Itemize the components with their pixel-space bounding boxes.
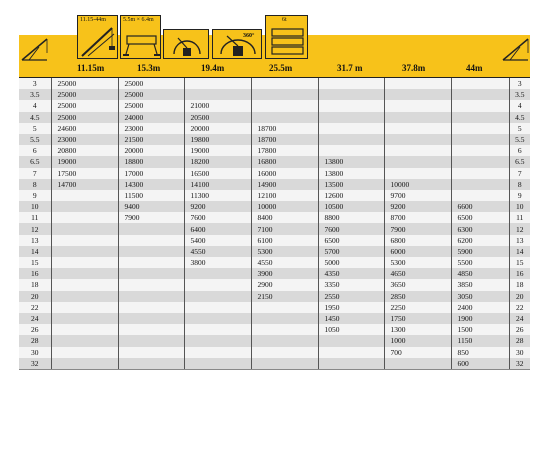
radius-cell-right: 4.5: [509, 112, 530, 123]
radius-cell-right: 26: [509, 324, 530, 335]
capacity-cell: [118, 313, 184, 324]
radius-cell-right: 8: [509, 179, 530, 190]
table-row: [19, 335, 530, 346]
table-row: [19, 279, 530, 290]
capacity-cell: [51, 257, 118, 268]
capacity-cell: 11300: [184, 190, 251, 201]
table-row: [19, 212, 530, 223]
capacity-cell: 3800: [184, 257, 251, 268]
capacity-cell: 24000: [118, 112, 184, 123]
capacity-cell: 19000: [184, 145, 251, 156]
capacity-cell: [51, 279, 118, 290]
boom-extension-icon: [77, 15, 118, 59]
capacity-cell: [251, 347, 318, 358]
table-row: [19, 302, 530, 313]
capacity-cell: [118, 302, 184, 313]
capacity-cell: 14100: [184, 179, 251, 190]
capacity-cell: 2400: [451, 302, 509, 313]
capacity-cell: [51, 302, 118, 313]
capacity-cell: 4550: [251, 257, 318, 268]
table-row: [19, 223, 530, 234]
col-44m: 44m: [466, 63, 483, 73]
capacity-cell: 25000: [51, 112, 118, 123]
slew-360-icon: [212, 29, 262, 59]
capacity-cell: [384, 156, 451, 167]
capacity-cell: 25000: [51, 100, 118, 111]
capacity-cell: 13500: [318, 179, 384, 190]
radius-cell-right: 20: [509, 291, 530, 302]
capacity-cell: [384, 100, 451, 111]
capacity-cell: 12600: [318, 190, 384, 201]
capacity-cell: 14300: [118, 179, 184, 190]
radius-cell-right: 18: [509, 279, 530, 290]
capacity-cell: [118, 235, 184, 246]
table-row: [19, 89, 530, 100]
capacity-cell: [318, 145, 384, 156]
capacity-cell: [51, 223, 118, 234]
capacity-cell: [318, 123, 384, 134]
capacity-cell: [184, 291, 251, 302]
capacity-cell: 8400: [251, 212, 318, 223]
capacity-cell: 5500: [451, 257, 509, 268]
radius-cell: 6: [19, 145, 51, 156]
radius-cell: 6.5: [19, 156, 51, 167]
radius-cell-right: 15: [509, 257, 530, 268]
table-row: [19, 134, 530, 145]
capacity-cell: 1450: [318, 313, 384, 324]
capacity-cell: [451, 145, 509, 156]
table-row: [19, 190, 530, 201]
capacity-cell: 2250: [384, 302, 451, 313]
radius-cell: 16: [19, 268, 51, 279]
capacity-cell: [384, 89, 451, 100]
table-row: [19, 145, 530, 156]
capacity-cell: 16800: [251, 156, 318, 167]
capacity-cell: 18700: [251, 134, 318, 145]
radius-cell: 9: [19, 190, 51, 201]
outrigger-caption: 5.5m × 6.4m: [123, 17, 154, 23]
capacity-cell: [451, 78, 509, 89]
table-row: [19, 313, 530, 324]
radius-cell-right: 3: [509, 78, 530, 89]
radius-cell-right: 5.5: [509, 134, 530, 145]
table-row: [19, 268, 530, 279]
capacity-cell: 5300: [251, 246, 318, 257]
capacity-cell: [251, 112, 318, 123]
capacity-cell: [451, 156, 509, 167]
table-row: [19, 291, 530, 302]
capacity-cell: 850: [451, 347, 509, 358]
capacity-cell: 1300: [384, 324, 451, 335]
capacity-cell: 4650: [384, 268, 451, 279]
capacity-cell: 600: [451, 358, 509, 370]
radius-cell-right: 22: [509, 302, 530, 313]
radius-cell: 22: [19, 302, 51, 313]
capacity-cell: [384, 134, 451, 145]
counterweight-caption: 6t: [282, 17, 287, 23]
capacity-cell: 13800: [318, 168, 384, 179]
capacity-cell: 7100: [251, 223, 318, 234]
capacity-cell: 20800: [51, 145, 118, 156]
capacity-cell: [51, 246, 118, 257]
capacity-cell: [251, 335, 318, 346]
capacity-cell: 2550: [318, 291, 384, 302]
capacity-cell: [184, 279, 251, 290]
capacity-cell: [118, 279, 184, 290]
radius-cell-right: 28: [509, 335, 530, 346]
capacity-cell: 7600: [318, 223, 384, 234]
radius-cell-right: 16: [509, 268, 530, 279]
capacity-cell: [51, 335, 118, 346]
capacity-cell: 6000: [384, 246, 451, 257]
capacity-cell: [318, 100, 384, 111]
capacity-cell: [251, 358, 318, 370]
capacity-cell: 5300: [384, 257, 451, 268]
capacity-cell: 16500: [184, 168, 251, 179]
radius-cell-right: 10: [509, 201, 530, 212]
capacity-cell: [118, 268, 184, 279]
capacity-cell: [451, 168, 509, 179]
radius-cell-right: 32: [509, 358, 530, 370]
load-table: [19, 78, 530, 370]
capacity-cell: 8800: [318, 212, 384, 223]
capacity-cell: 13800: [318, 156, 384, 167]
radius-cell-right: 14: [509, 246, 530, 257]
capacity-cell: 3050: [451, 291, 509, 302]
capacity-cell: [118, 347, 184, 358]
capacity-cell: 6500: [318, 235, 384, 246]
capacity-cell: 10500: [318, 201, 384, 212]
radius-cell-right: 4: [509, 100, 530, 111]
radius-cell: 5.5: [19, 134, 51, 145]
radius-cell-right: 30: [509, 347, 530, 358]
capacity-cell: 17000: [118, 168, 184, 179]
counterweight-icon: [265, 15, 308, 59]
radius-cell: 12: [19, 223, 51, 234]
capacity-cell: 1750: [384, 313, 451, 324]
capacity-cell: 2900: [251, 279, 318, 290]
capacity-cell: 2850: [384, 291, 451, 302]
capacity-cell: 6200: [451, 235, 509, 246]
table-row: [19, 179, 530, 190]
capacity-cell: [451, 89, 509, 100]
capacity-cell: 14700: [51, 179, 118, 190]
capacity-cell: [318, 358, 384, 370]
radius-cell-right: 11: [509, 212, 530, 223]
capacity-cell: [384, 358, 451, 370]
capacity-cell: [51, 324, 118, 335]
radius-cell: 20: [19, 291, 51, 302]
radius-cell: 28: [19, 335, 51, 346]
capacity-cell: [118, 223, 184, 234]
radius-cell: 3: [19, 78, 51, 89]
radius-cell: 26: [19, 324, 51, 335]
capacity-cell: [251, 324, 318, 335]
capacity-cell: 6600: [451, 201, 509, 212]
capacity-cell: 20500: [184, 112, 251, 123]
capacity-cell: 3350: [318, 279, 384, 290]
capacity-cell: [184, 302, 251, 313]
capacity-cell: [51, 358, 118, 370]
capacity-cell: [251, 100, 318, 111]
capacity-cell: [118, 358, 184, 370]
capacity-cell: [51, 212, 118, 223]
capacity-cell: 24600: [51, 123, 118, 134]
capacity-cell: [384, 123, 451, 134]
chart-header: [19, 15, 530, 62]
capacity-cell: [51, 347, 118, 358]
capacity-cell: [318, 112, 384, 123]
capacity-cell: 9200: [384, 201, 451, 212]
capacity-cell: [51, 190, 118, 201]
col-19-4m: 19.4m: [201, 63, 225, 73]
capacity-cell: [51, 313, 118, 324]
capacity-cell: [118, 291, 184, 302]
table-row: [19, 78, 530, 89]
table-row: [19, 112, 530, 123]
col-31-7m: 31.7 m: [337, 63, 363, 73]
capacity-cell: 2150: [251, 291, 318, 302]
slew-angle-caption: 360°: [243, 33, 255, 39]
slew-rear-icon: [163, 29, 209, 59]
capacity-cell: [184, 78, 251, 89]
capacity-cell: [184, 324, 251, 335]
radius-cell-right: 24: [509, 313, 530, 324]
capacity-cell: 5000: [318, 257, 384, 268]
radius-cell: 24: [19, 313, 51, 324]
capacity-cell: 6500: [451, 212, 509, 223]
capacity-cell: [384, 112, 451, 123]
capacity-cell: 1150: [451, 335, 509, 346]
capacity-cell: 5400: [184, 235, 251, 246]
capacity-cell: [318, 78, 384, 89]
capacity-cell: 9200: [184, 201, 251, 212]
load-chart: [19, 15, 530, 370]
capacity-cell: 7900: [118, 212, 184, 223]
outrigger-span-icon: [120, 15, 161, 59]
capacity-cell: 21500: [118, 134, 184, 145]
capacity-cell: [184, 313, 251, 324]
column-header-row: [19, 62, 530, 78]
capacity-cell: 17500: [51, 168, 118, 179]
capacity-cell: 25000: [51, 89, 118, 100]
capacity-cell: [251, 89, 318, 100]
table-row: [19, 123, 530, 134]
radius-cell-right: 6: [509, 145, 530, 156]
capacity-cell: 1950: [318, 302, 384, 313]
capacity-cell: [251, 302, 318, 313]
capacity-cell: [118, 324, 184, 335]
boom-length-caption: 11.15-44m: [80, 17, 106, 23]
table-row: [19, 324, 530, 335]
col-25-5m: 25.5m: [269, 63, 293, 73]
crane-corner-icon: [19, 35, 51, 62]
capacity-cell: [118, 335, 184, 346]
table-row: [19, 257, 530, 268]
radius-cell-right: 7: [509, 168, 530, 179]
capacity-cell: 3650: [384, 279, 451, 290]
capacity-cell: 1500: [451, 324, 509, 335]
capacity-cell: [51, 201, 118, 212]
capacity-cell: [318, 347, 384, 358]
capacity-cell: 10000: [384, 179, 451, 190]
capacity-cell: 25000: [118, 78, 184, 89]
capacity-cell: 12100: [251, 190, 318, 201]
table-row: [19, 168, 530, 179]
capacity-cell: [118, 246, 184, 257]
capacity-cell: 9400: [118, 201, 184, 212]
capacity-cell: 16000: [251, 168, 318, 179]
radius-cell: 4.5: [19, 112, 51, 123]
capacity-cell: 7600: [184, 212, 251, 223]
radius-cell: 7: [19, 168, 51, 179]
capacity-cell: 5700: [318, 246, 384, 257]
table-row: [19, 201, 530, 212]
table-row: [19, 235, 530, 246]
capacity-cell: 6300: [451, 223, 509, 234]
col-37-8m: 37.8m: [402, 63, 426, 73]
capacity-cell: [51, 268, 118, 279]
capacity-cell: 3900: [251, 268, 318, 279]
capacity-cell: [118, 257, 184, 268]
radius-cell: 11: [19, 212, 51, 223]
radius-cell: 32: [19, 358, 51, 370]
table-row: [19, 246, 530, 257]
capacity-cell: 1050: [318, 324, 384, 335]
capacity-cell: [318, 335, 384, 346]
radius-cell-right: 12: [509, 223, 530, 234]
capacity-cell: 21000: [184, 100, 251, 111]
radius-cell: 30: [19, 347, 51, 358]
radius-cell-right: 3.5: [509, 89, 530, 100]
capacity-cell: 6400: [184, 223, 251, 234]
capacity-cell: 700: [384, 347, 451, 358]
capacity-cell: 4350: [318, 268, 384, 279]
radius-cell-right: 5: [509, 123, 530, 134]
capacity-cell: [451, 179, 509, 190]
col-15-3m: 15.3m: [137, 63, 161, 73]
capacity-cell: [384, 168, 451, 179]
capacity-cell: [184, 268, 251, 279]
capacity-cell: 8700: [384, 212, 451, 223]
table-row: [19, 100, 530, 111]
capacity-cell: [251, 313, 318, 324]
capacity-cell: 20000: [184, 123, 251, 134]
radius-cell-right: 9: [509, 190, 530, 201]
capacity-cell: 23000: [118, 123, 184, 134]
capacity-cell: [451, 190, 509, 201]
table-row: [19, 156, 530, 167]
capacity-cell: [184, 347, 251, 358]
capacity-cell: 1900: [451, 313, 509, 324]
capacity-cell: 11500: [118, 190, 184, 201]
radius-cell: 15: [19, 257, 51, 268]
capacity-cell: [184, 89, 251, 100]
capacity-cell: 17800: [251, 145, 318, 156]
capacity-cell: [384, 78, 451, 89]
capacity-cell: 18700: [251, 123, 318, 134]
capacity-cell: 4550: [184, 246, 251, 257]
capacity-cell: [51, 235, 118, 246]
capacity-cell: [184, 335, 251, 346]
radius-cell: 4: [19, 100, 51, 111]
capacity-cell: 9700: [384, 190, 451, 201]
col-11-15m: 11.15m: [77, 63, 105, 73]
capacity-cell: 6100: [251, 235, 318, 246]
capacity-cell: 23000: [51, 134, 118, 145]
capacity-cell: 18200: [184, 156, 251, 167]
capacity-cell: [451, 100, 509, 111]
capacity-cell: 7900: [384, 223, 451, 234]
radius-cell: 10: [19, 201, 51, 212]
table-row: [19, 347, 530, 358]
capacity-cell: 3850: [451, 279, 509, 290]
capacity-cell: 4850: [451, 268, 509, 279]
radius-cell: 8: [19, 179, 51, 190]
capacity-cell: 10000: [251, 201, 318, 212]
capacity-cell: [451, 134, 509, 145]
capacity-cell: 25000: [118, 89, 184, 100]
capacity-cell: [251, 78, 318, 89]
capacity-cell: 25000: [51, 78, 118, 89]
capacity-cell: 20000: [118, 145, 184, 156]
capacity-cell: [184, 358, 251, 370]
capacity-cell: 1000: [384, 335, 451, 346]
capacity-cell: 19800: [184, 134, 251, 145]
capacity-cell: 18800: [118, 156, 184, 167]
capacity-cell: [318, 134, 384, 145]
radius-cell: 13: [19, 235, 51, 246]
radius-cell: 3.5: [19, 89, 51, 100]
capacity-cell: [318, 89, 384, 100]
radius-cell: 18: [19, 279, 51, 290]
radius-cell-right: 13: [509, 235, 530, 246]
capacity-cell: 6800: [384, 235, 451, 246]
radius-cell: 14: [19, 246, 51, 257]
capacity-cell: 14900: [251, 179, 318, 190]
capacity-cell: 25000: [118, 100, 184, 111]
capacity-cell: [451, 112, 509, 123]
capacity-cell: [451, 123, 509, 134]
capacity-cell: [384, 145, 451, 156]
radius-cell: 5: [19, 123, 51, 134]
table-row: [19, 358, 530, 370]
capacity-cell: [51, 291, 118, 302]
capacity-cell: 19000: [51, 156, 118, 167]
capacity-cell: 5900: [451, 246, 509, 257]
crane-corner-icon-right: [500, 35, 532, 62]
radius-cell-right: 6.5: [509, 156, 530, 167]
